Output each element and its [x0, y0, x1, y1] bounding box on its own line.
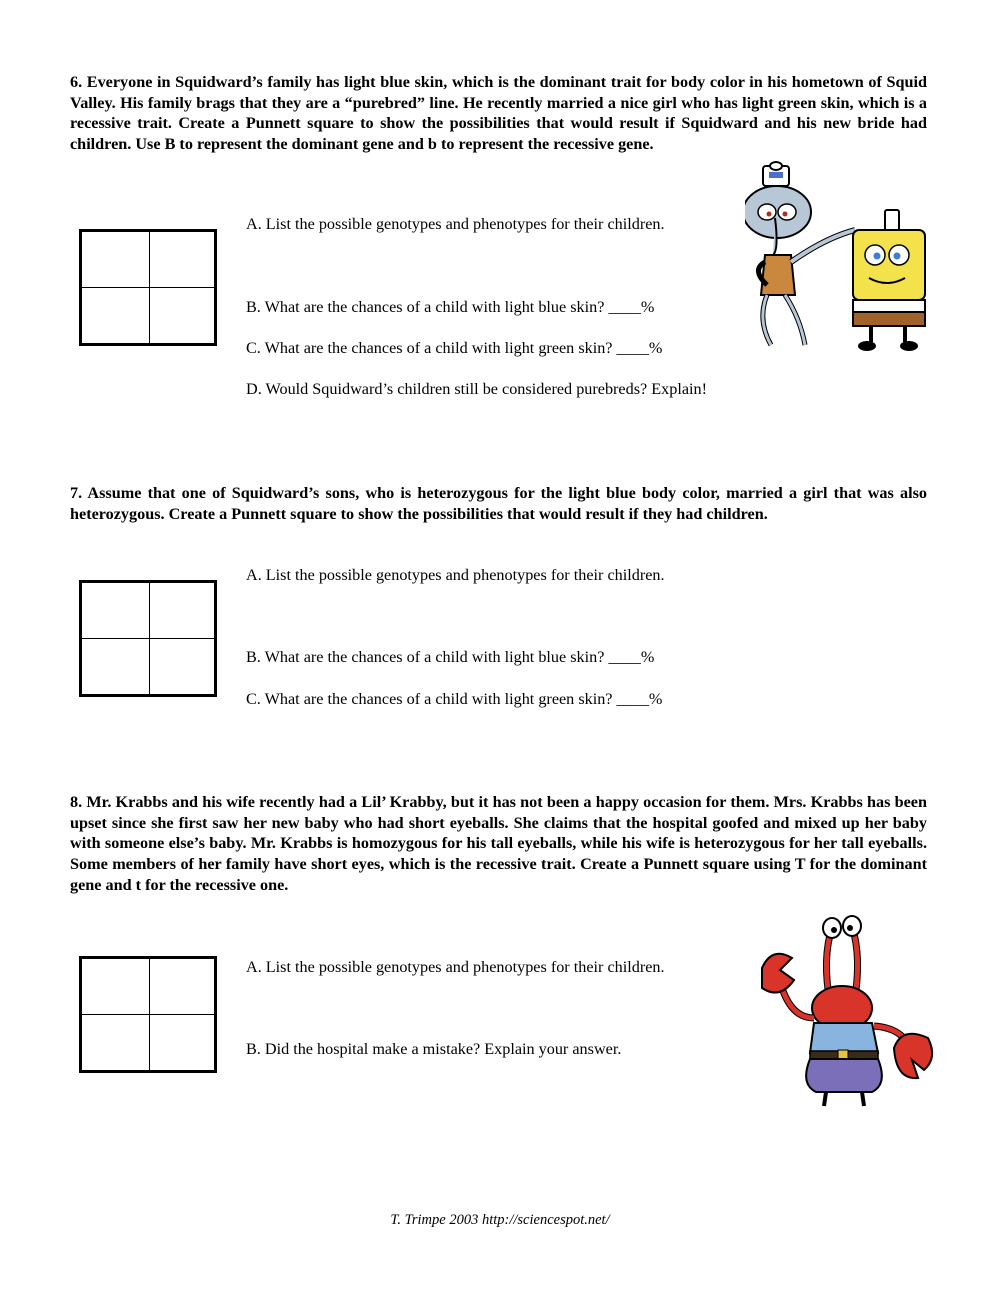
question-8-text: 8. Mr. Krabbs and his wife recently had a Lil’ Krabby, but it has not been a happy occasion for them. Mrs. Krabbs has been upset since she first saw her new baby who had short eyeballs. She claims that the hospital goofed and mixed up her baby with someone else’s baby. Mr. Krabbs is homozygous for his tall eyeballs, while his wife is heterozygous for her tall eyeballs. Some members of her family have short eyes, which is the recessive trait. Create a Punnett square using T for the dominant gene and t for the recessive one. [70, 793, 927, 894]
q6-part-c: C. What are the chances of a child with light green skin? ____% [246, 339, 663, 357]
mr-krabs-illustration [752, 908, 944, 1108]
punnett-divider-horizontal [82, 287, 214, 288]
q7-part-c: C. What are the chances of a child with light green skin? ____% [246, 690, 663, 708]
spongebob-figure [853, 210, 925, 351]
punnett-square-q6[interactable] [79, 229, 217, 346]
question-7-text: 7. Assume that one of Squidward’s sons, who is heterozygous for the light blue body color, married a girl that was also heterozygous. Create a Punnett square to show the possibilities that would result if they had children. [70, 484, 927, 523]
punnett-square-q8[interactable] [79, 956, 217, 1073]
punnett-divider-horizontal [82, 638, 214, 639]
question-6-text: 6. Everyone in Squidward’s family has light blue skin, which is the dominant trait for body color in his hometown of Squid Valley. His family brags that they are a “purebred” line. He recently married a nice girl who has light green skin, which is a recessive trait. Create a Punnett square to show the possibilities that would result if Squidward and his new bride had children. Use B to represent the dominant gene and b to represent the recessive gene. [70, 73, 927, 154]
footer-credit: T. Trimpe 2003 http://sciencespot.net/ [390, 1212, 610, 1228]
q7-part-a: A. List the possible genotypes and phenotypes for their children. [246, 566, 665, 584]
squidward-spongebob-illustration [745, 160, 930, 355]
q6-part-d: D. Would Squidward’s children still be considered purebreds? Explain! [246, 380, 707, 398]
punnett-square-q7[interactable] [79, 580, 217, 697]
q8-part-b: B. Did the hospital make a mistake? Explain your answer. [246, 1040, 622, 1058]
punnett-divider-horizontal [82, 1014, 214, 1015]
q6-part-a: A. List the possible genotypes and phenotypes for their children. [246, 215, 665, 233]
q6-part-b: B. What are the chances of a child with light blue skin? ____% [246, 298, 655, 316]
q7-part-b: B. What are the chances of a child with light blue skin? ____% [246, 648, 655, 666]
q8-part-a: A. List the possible genotypes and phenotypes for their children. [246, 958, 665, 976]
squidward-figure [745, 162, 855, 345]
